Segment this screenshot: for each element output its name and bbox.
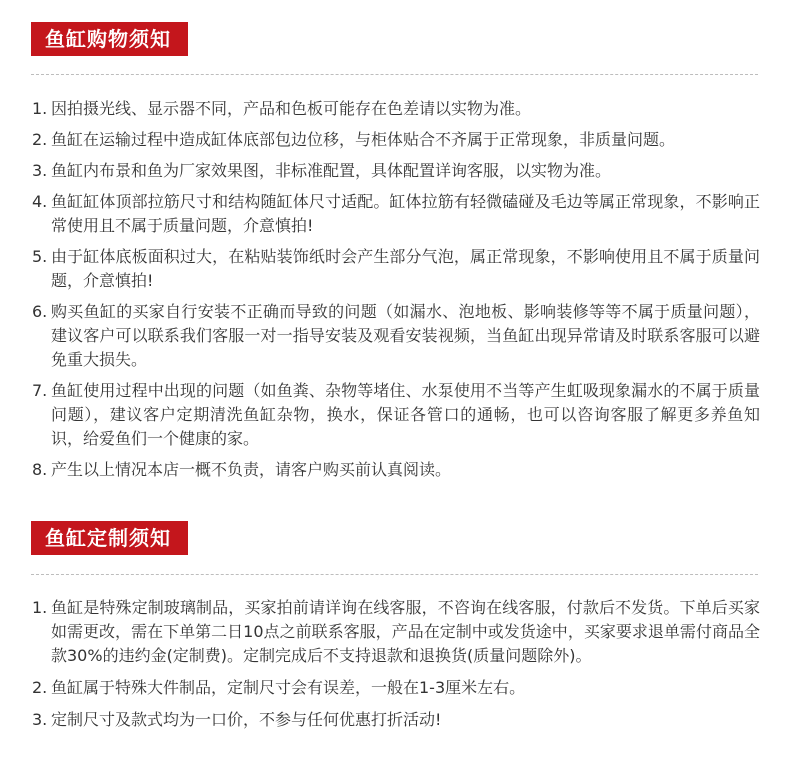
item-text: 购买鱼缸的买家自行安装不正确而导致的问题（如漏水、泡地板、影响装修等等不属于质量问题），建议客户可以联系我们客服一对一指导安装及观看安装视频，当鱼缸出现异常请及时联系客服可以避免重大损失。 <box>51 302 760 369</box>
item-number: 4. <box>32 192 48 211</box>
item-number: 6. <box>32 302 48 321</box>
list-item <box>32 97 760 121</box>
item-text: 鱼缸内布景和鱼为厂家效果图，非标准配置，具体配置详询客服，以实物为准。 <box>51 161 612 180</box>
list-item <box>32 379 760 451</box>
item-number: 8. <box>32 460 48 479</box>
item-number: 7. <box>32 381 48 400</box>
item-number: 5. <box>32 247 48 266</box>
item-text: 鱼缸使用过程中出现的问题（如鱼粪、杂物等堵住、水泵使用不当等产生虹吸现象漏水的不属于质量问题），建议客户定期清洗鱼缸杂物，换水，保证各管口的通畅，也可以咨询客服了解更多养鱼知识，给爱鱼们一个健康的家。 <box>51 381 760 448</box>
list-item <box>32 190 760 238</box>
section-title-custom-notice: 鱼缸定制须知 <box>31 521 188 555</box>
item-text: 产生以上情况本店一概不负责，请客户购买前认真阅读。 <box>51 460 452 479</box>
dashed-divider <box>31 74 758 75</box>
item-number: 3. <box>32 710 48 729</box>
item-text: 由于缸体底板面积过大，在粘贴装饰纸时会产生部分气泡，属正常现象，不影响使用且不属于质量问题，介意慎拍! <box>51 247 760 290</box>
item-text: 鱼缸缸体顶部拉筋尺寸和结构随缸体尺寸适配。缸体拉筋有轻微磕碰及毛边等属正常现象，不影响正常使用且不属于质量问题，介意慎拍! <box>51 192 760 235</box>
item-text: 定制尺寸及款式均为一口价，不参与任何优惠打折活动! <box>51 710 442 729</box>
item-text: 鱼缸属于特殊大件制品，定制尺寸会有误差，一般在1-3厘米左右。 <box>51 678 526 697</box>
list-item <box>32 159 760 183</box>
list-item <box>32 128 760 152</box>
dashed-divider <box>31 574 758 575</box>
item-number: 2. <box>32 130 48 149</box>
list-item <box>32 676 760 700</box>
item-number: 1. <box>32 99 48 118</box>
item-number: 2. <box>32 678 48 697</box>
list-item <box>32 300 760 372</box>
list-item <box>32 245 760 293</box>
list-item <box>32 708 760 732</box>
shopping-notice-list <box>32 97 760 489</box>
item-number: 3. <box>32 161 48 180</box>
item-number: 1. <box>32 598 48 617</box>
section-title-shopping-notice: 鱼缸购物须知 <box>31 22 188 56</box>
list-item <box>32 596 760 668</box>
custom-notice-list <box>32 596 760 740</box>
list-item <box>32 458 760 482</box>
item-text: 鱼缸在运输过程中造成缸体底部包边位移，与柜体贴合不齐属于正常现象，非质量问题。 <box>51 130 676 149</box>
item-text: 因拍摄光线、显示器不同，产品和色板可能存在色差请以实物为准。 <box>51 99 532 118</box>
item-text: 鱼缸是特殊定制玻璃制品，买家拍前请详询在线客服，不咨询在线客服，付款后不发货。下单后买家如需更改，需在下单第二日10点之前联系客服，产品在定制中或发货途中，买家要求退单需付商品全款30%的违约金(定制费)。定制完成后不支持退款和退换货(质量问题除外)。 <box>51 598 760 665</box>
